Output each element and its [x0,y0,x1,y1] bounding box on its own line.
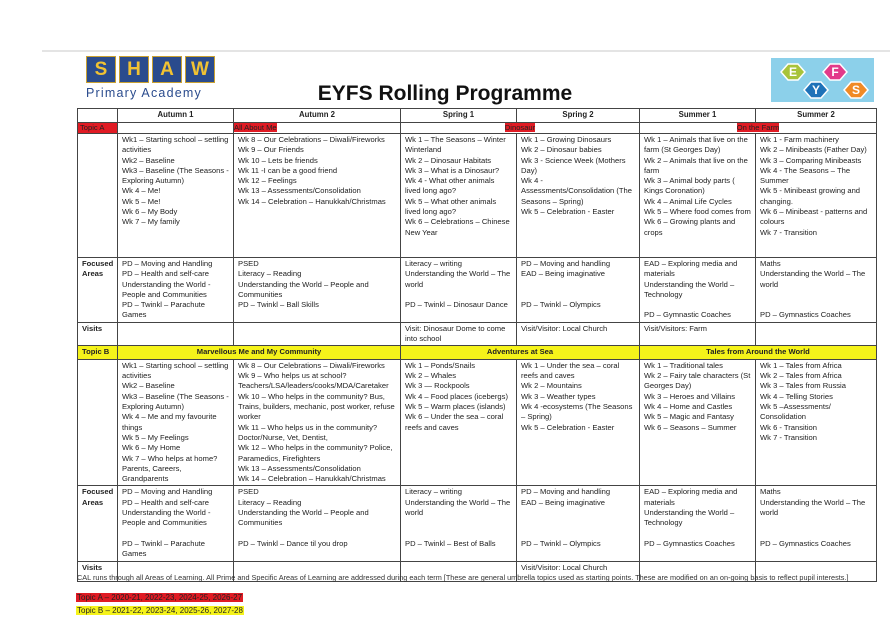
focused-cell [517,486,640,561]
visits-cell [756,322,877,346]
cell-line: PD – Gymnastics Coaches [760,310,851,320]
cell-line: Wk 1 – Traditional tales [644,360,723,370]
weeks-cell [640,359,756,486]
topic-a-theme-autumn: All About Me [234,122,277,132]
cell-line: Wk 3 – Heroes and Villains [644,391,736,401]
cell-line: Understanding the World – People and Communities [238,508,369,528]
logo-letter: S [86,56,116,83]
column-header: Autumn 1 [118,109,234,123]
weeks-cell [517,133,640,257]
cell-line: PD – Health and self-care [122,269,209,279]
cell-line: Wk 7 - Transition [760,432,817,442]
eyfs-letter: E [788,65,798,79]
cell-line: PD – Twinkl – Ball Skills [238,300,319,310]
cell-line: Wk 4 - What other animals lived long ago? [405,176,495,196]
weeks-cell [401,133,517,257]
focused-cell [401,257,517,322]
cell-line: Understanding the World – The world [760,269,866,289]
cell-line: Wk 3 — Rockpools [405,381,470,391]
cell-line: Wk 6 – Under the sea – coral reefs and caves [405,412,504,432]
cell-line: Wk 3 – Tales from Russia [760,381,846,391]
column-header: Spring 2 [517,109,640,123]
eyfs-letter: Y [811,83,821,97]
cell-line: Understanding the World – The world [405,497,511,518]
cell-line: Wk1 – Starting school – settling activities [122,134,229,155]
cell-line: Wk 5 – My Feelings [122,432,189,442]
cell-line: PD – Moving and Handling [122,258,213,268]
cell-line: Wk3 – Baseline (The Seasons - Exploring Autumn) [122,165,229,186]
topic-b-weeks-row [78,359,877,486]
cell-line: Wk 4 – Me and my favourite things [122,412,217,432]
focused-cell [118,486,234,561]
cell-line: Literacy – writing [405,258,462,268]
visits-cell [234,322,401,346]
cell-line: Wk 1 – Growing Dinosaurs [521,134,612,144]
cell-line: Wk 5 – Warm places (islands) [405,401,506,411]
cell-line: Wk3 – Baseline (The Seasons - Exploring Autumn) [122,391,229,411]
cell-line: Maths [760,487,781,497]
cell-line: PD – Gymnastic Coaches [644,310,731,320]
rolling-programme-table [77,108,877,582]
cell-line [521,529,635,539]
cell-line: PD – Twinkl – Olympics [521,300,601,310]
cell-line: Literacy – Reading [238,269,302,279]
cell-line: Understanding the World - People and Communities [122,508,211,528]
cell-line: Wk 6 - Transition [760,422,817,432]
cell-line: Literacy – writing [405,487,462,497]
topic-b-theme-spring: Adventures at Sea [401,346,640,359]
cell-line: Wk 6 – Seasons – Summer [644,422,737,432]
cell-line: Wk 3 – Weather types [521,391,596,401]
cell-line: Wk 5 –Assessments/ Consolidation [760,401,831,422]
topic-a-visits-row [78,322,877,346]
weeks-cell [756,133,877,257]
cell-line: Wk 5 – Me! [122,196,161,206]
cell-line: Wk 1 – Ponds/Snails [405,360,476,370]
cell-line: Wk 4 - Assessments/Consolidation (The Seasons – Spring) [521,176,633,206]
cell-line: Wk 7 – Who helps at home? Parents, Careers, Grandparents [122,453,218,484]
cell-line: Wk 3 – Animal body parts ( Kings Coronation) [644,176,735,196]
cell-line: Wk 3 – Comparing Minibeasts [760,155,862,165]
cell-line: Wk 4 - The Seasons – The Summer [760,165,851,186]
cell-line: EAD – Being imaginative [521,497,605,507]
cell-line: Wk 2 – Animals that live on the farm [644,155,748,175]
cell-line: Wk 14 – Celebration – Hanukkah/Christmas [238,196,386,206]
cell-line: Wk 12 – Feelings [238,176,297,186]
cell-line [238,529,396,539]
cell-line: PD – Twinkl – Best of Balls [405,539,496,549]
weeks-cell [756,359,877,486]
cell-line: PD – Moving and handling [521,258,611,268]
cell-line: Wk 5 – Celebration - Easter [521,207,615,217]
cell-line [644,300,751,310]
cell-line [760,529,872,539]
cell-line: PD – Health and self-care [122,497,209,507]
eyfs-letter: F [831,65,839,79]
focused-cell [517,257,640,322]
cell-line: Understanding the World – The world [760,497,866,518]
cell-line [521,508,635,518]
cell-line: Wk 1 - Farm machinery [760,134,839,144]
focused-cell [234,257,401,322]
cell-line: PD – Twinkl – Parachute Games [122,300,206,320]
cell-line: Wk 2 – Fairy tale characters (St Georges Day) [644,371,751,391]
cell-line [122,529,229,539]
cell-line: Understanding the World – The world [405,269,511,289]
cell-line: Wk 4 – Telling Stories [760,391,833,401]
visits-cell: Visit/Visitor: Local Church [517,322,640,346]
cell-line: Wk 6 – My Body [122,207,178,217]
cell-line [760,290,872,300]
logo-letter: A [152,56,182,83]
focused-cell [118,257,234,322]
weeks-cell [640,133,756,257]
cell-line: Understanding the World – People and Communities [238,279,369,299]
logo-letter: H [119,56,149,83]
cell-line: Wk 10 – Lets be friends [238,155,318,165]
cell-line: Wk1 – Starting school – settling activities [122,360,229,381]
focused-areas-label: Focused Areas [78,486,118,561]
visits-cell: Visit: Dinosaur Dome to come into school [401,322,517,346]
cell-line: EAD – Exploring media and materials [644,487,738,507]
cell-line: Wk 13 – Assessments/Consolidation [238,186,361,196]
logo-subtitle: Primary Academy [86,86,202,100]
cell-line: Wk 10 – Who helps in the community? Bus, Trains, builders, mechanic, post worker, refuse worker [238,391,395,422]
cell-line: Wk 4 – Food places (icebergs) [405,391,508,401]
cell-line: PD – Moving and handling [521,487,611,497]
cell-line: Wk 6 – Growing plants and crops [644,217,736,237]
weeks-cell [517,359,640,486]
cell-line: Wk 2 – Whales [405,371,457,381]
cell-line: Wk 8 – Our Celebrations – Diwali/Fireworks [238,360,385,370]
legend-topic-b: Topic B – 2021-22, 2023-24, 2025-26, 2027-28 [77,606,243,615]
cell-line: PD – Twinkl – Parachute Games [122,539,206,559]
eyfs-logo [771,58,874,102]
focused-cell [640,486,756,561]
cell-line: Understanding the World – Technology [644,279,735,299]
weeks-cell [401,359,517,486]
cell-line [760,518,872,528]
cell-line: Maths [760,258,781,268]
topic-b-theme-summer: Tales from Around the World [640,346,877,359]
cell-line: Wk 12 – Who helps in the community? Police, Paramedics, Firefighters [238,443,393,463]
visits-cell [118,322,234,346]
cell-line [405,290,512,300]
cell-line: Wk 2 – Tales from Africa [760,371,842,381]
cell-line: Wk 5 – Magic and Fantasy [644,412,734,422]
cell-line: Wk 5 - Minibeast growing and changing. [760,186,861,206]
column-header: Summer 1 [640,109,756,123]
eyfs-letter: S [851,83,861,97]
topic-b-label: Topic B [78,346,118,359]
cell-line [760,300,872,310]
cell-line: Wk 11 – Who helps us in the community? Doctor/Nurse, Vet, Dentist, [238,422,378,442]
cell-line: Wk2 – Baseline [122,155,175,165]
cell-line: Wk 2 – Dinosaur Habitats [405,155,492,165]
column-header: Spring 1 [401,109,517,123]
cell-line: Wk 1 – Under the sea – coral reefs and caves [521,360,620,381]
focused-cell [401,486,517,561]
cell-line [521,290,635,300]
cell-line: Wk 2 – Mountains [521,381,582,391]
logo-letter: W [185,56,215,83]
top-divider [42,50,890,52]
cell-line: Wk 2 – Minibeasts (Father Day) [760,145,867,155]
topic-a-label: Topic A [78,122,118,133]
focused-cell [640,257,756,322]
cell-line: Wk 3 – What is a Dinosaur? [405,165,500,175]
cell-line: Understanding the World – Technology [644,508,735,528]
corner-cell [78,109,118,123]
cell-line: PD – Gymnastics Coaches [644,539,735,549]
cell-line: Wk 9 – Who helps us at school? Teachers/LSA/leaders/cooks/MDA/Caretaker [238,371,389,391]
weeks-cell [234,359,401,486]
weeks-cell [118,133,234,257]
cell-line: PD – Twinkl – Olympics [521,539,601,549]
cell-line: PD – Gymnastics Coaches [760,539,851,549]
cell-line: Wk 7 – My family [122,217,180,227]
cell-line [644,529,751,539]
cell-line: Wk 3 - Science Week (Mothers Day) [521,155,626,175]
focused-areas-label: Focused Areas [78,257,118,322]
focused-cell [756,486,877,561]
cell-line: EAD – Being imaginative [521,269,605,279]
cell-line: Wk 1 – Animals that live on the farm (St Georges Day) [644,134,748,155]
cell-line: Wk2 – Baseline [122,381,175,391]
header-row [78,109,877,123]
cell-line: PD – Twinkl – Dinosaur Dance [405,300,508,310]
cell-line: Wk 8 – Our Celebrations – Diwali/Fireworks [238,134,385,144]
cell-line [521,280,635,290]
cell-line: Wk 6 – Celebrations – Chinese New Year [405,217,510,237]
footnote: CAL runs through all Areas of Learning. All Prime and Specific Areas of Learning are addressed during each term [These are general umbrella topics used as starting points. These are modified on an on-going basis to reflect pupil interests.] [77,573,849,582]
visits-cell: Visit/Visitor: Local Church [517,561,640,581]
topic-a-theme-spring: Dinosaur [504,122,536,132]
topic-b-theme-row [78,346,877,359]
page-title: EYFS Rolling Programme [317,82,573,105]
cell-line: Wk 5 – Where food comes from [644,207,751,217]
cell-line: PSED [238,258,259,268]
cell-line: Wk 13 – Assessments/Consolidation [238,463,361,473]
weeks-cell [234,133,401,257]
focused-cell [756,257,877,322]
topic-a-focused-row [78,257,877,322]
column-header: Autumn 2 [234,109,401,123]
legend-topic-a: Topic A – 2020-21, 2022-23, 2024-25, 2026-27 [77,593,243,602]
cell-line: Wk 9 – Our Friends [238,145,304,155]
visits-label: Visits [78,561,118,581]
cell-line: Wk 1 – The Seasons – Winter Winterland [405,134,506,155]
weeks-cell [118,359,234,486]
cell-line: Wk 14 – Celebration – Hanukkah/Christmas [238,474,386,484]
cell-line [405,518,512,528]
cell-line: EAD – Exploring media and materials [644,258,738,279]
cell-line [521,518,635,528]
visits-label: Visits [78,322,118,346]
column-header: Summer 2 [756,109,877,123]
topic-a-theme-summer: On the Farm [736,122,780,132]
cell-line: Wk 4 -ecosystems (The Seasons – Spring) [521,401,633,422]
cell-line: Wk 5 – Celebration - Easter [521,422,615,432]
cell-line: Wk 11 -I can be a good friend [238,165,338,175]
cell-line: Wk 2 – Dinosaur babies [521,145,602,155]
cell-line: Wk 7 - Transition [760,227,817,237]
focused-cell [234,486,401,561]
cell-line: Literacy – Reading [238,497,302,507]
cell-line: Understanding the World - People and Communities [122,279,211,299]
cell-line: Wk 6 – My Home [122,443,181,453]
cell-line [405,529,512,539]
cell-line: PD – Twinkl – Dance til you drop [238,539,348,549]
topic-a-weeks-row [78,133,877,257]
topic-b-theme-autumn: Marvellous Me and My Community [118,346,401,359]
cell-line: Wk 1 – Tales from Africa [760,360,842,370]
topic-b-focused-row [78,486,877,561]
cell-line: Wk 4 – Animal Life Cycles [644,196,732,206]
cell-line: Wk 4 – Me! [122,186,161,196]
visits-cell: Visit/Visitors: Farm [640,322,756,346]
cell-line: Wk 6 – Minibeast - patterns and colours [760,207,868,227]
cell-line: Wk 5 – What other animals lived long ago? [405,196,497,217]
cell-line: PD – Moving and Handling [122,487,213,497]
cell-line: Wk 4 – Home and Castles [644,401,733,411]
topic-a-theme-row [78,122,877,133]
cell-line: PSED [238,487,259,497]
